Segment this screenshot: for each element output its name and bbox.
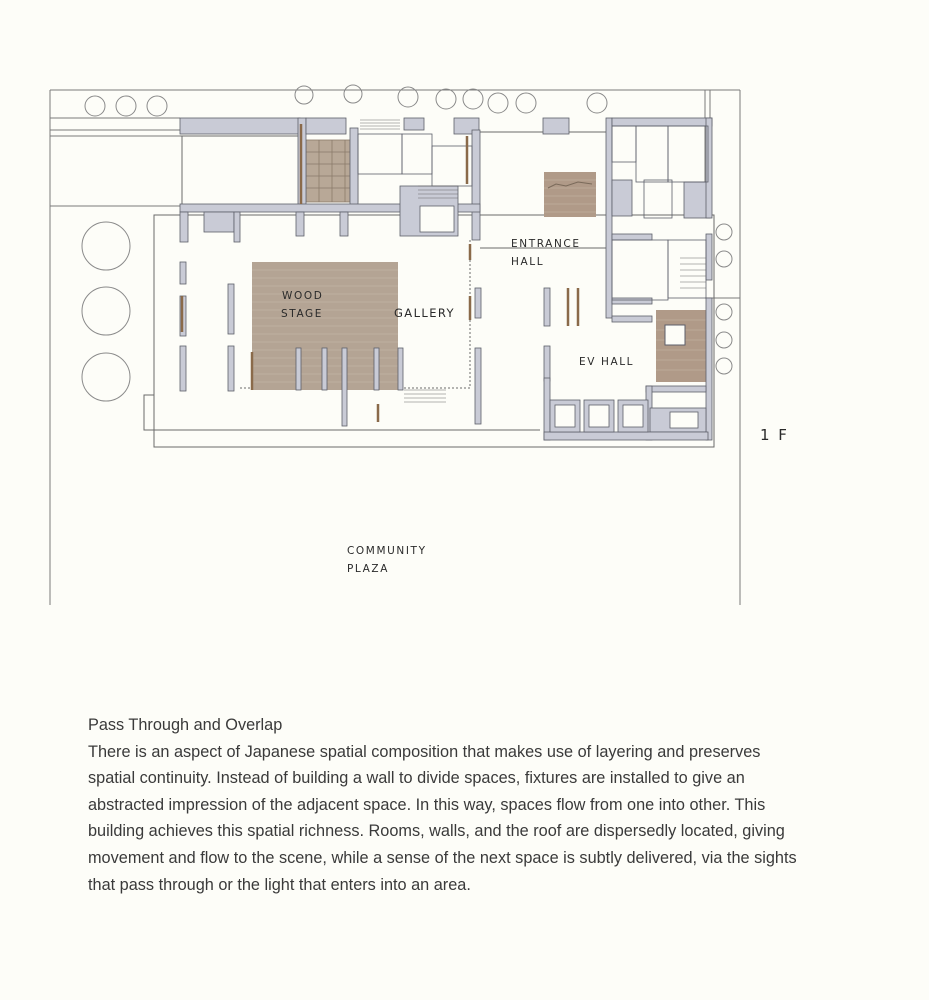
label-community: COMMUNITY [347,545,427,557]
label-hall: HALL [511,256,545,268]
label-ev-hall: EV HALL [579,356,635,368]
label-plaza: PLAZA [347,563,389,575]
article-body: There is an aspect of Japanese spatial composition that makes use of layering and preserves spatial continuity. Instead of building a wall to divide spaces, fixtures are installed to give an abstracted impression of the adjacent space. In this way, spaces flow from one into other. This building achieves this spatial richness. Rooms, walls, and the roof are dispersedly located, giving movement and flow to the scene, while a sense of the next space is subtly delivered, via the sights that pass through or the light that enters into an area. [88,742,797,894]
article [88,712,808,898]
tree-symbols [82,85,732,401]
label-wood: WOOD [282,290,324,302]
article-heading: Pass Through and Overlap [88,716,283,734]
entrance-deck [544,172,596,217]
stair-deck [656,310,708,382]
label-gallery: GALLERY [394,306,455,320]
label-stage: STAGE [281,308,324,320]
floor-label: 1 F [760,426,789,444]
label-entrance: ENTRANCE [511,238,581,250]
